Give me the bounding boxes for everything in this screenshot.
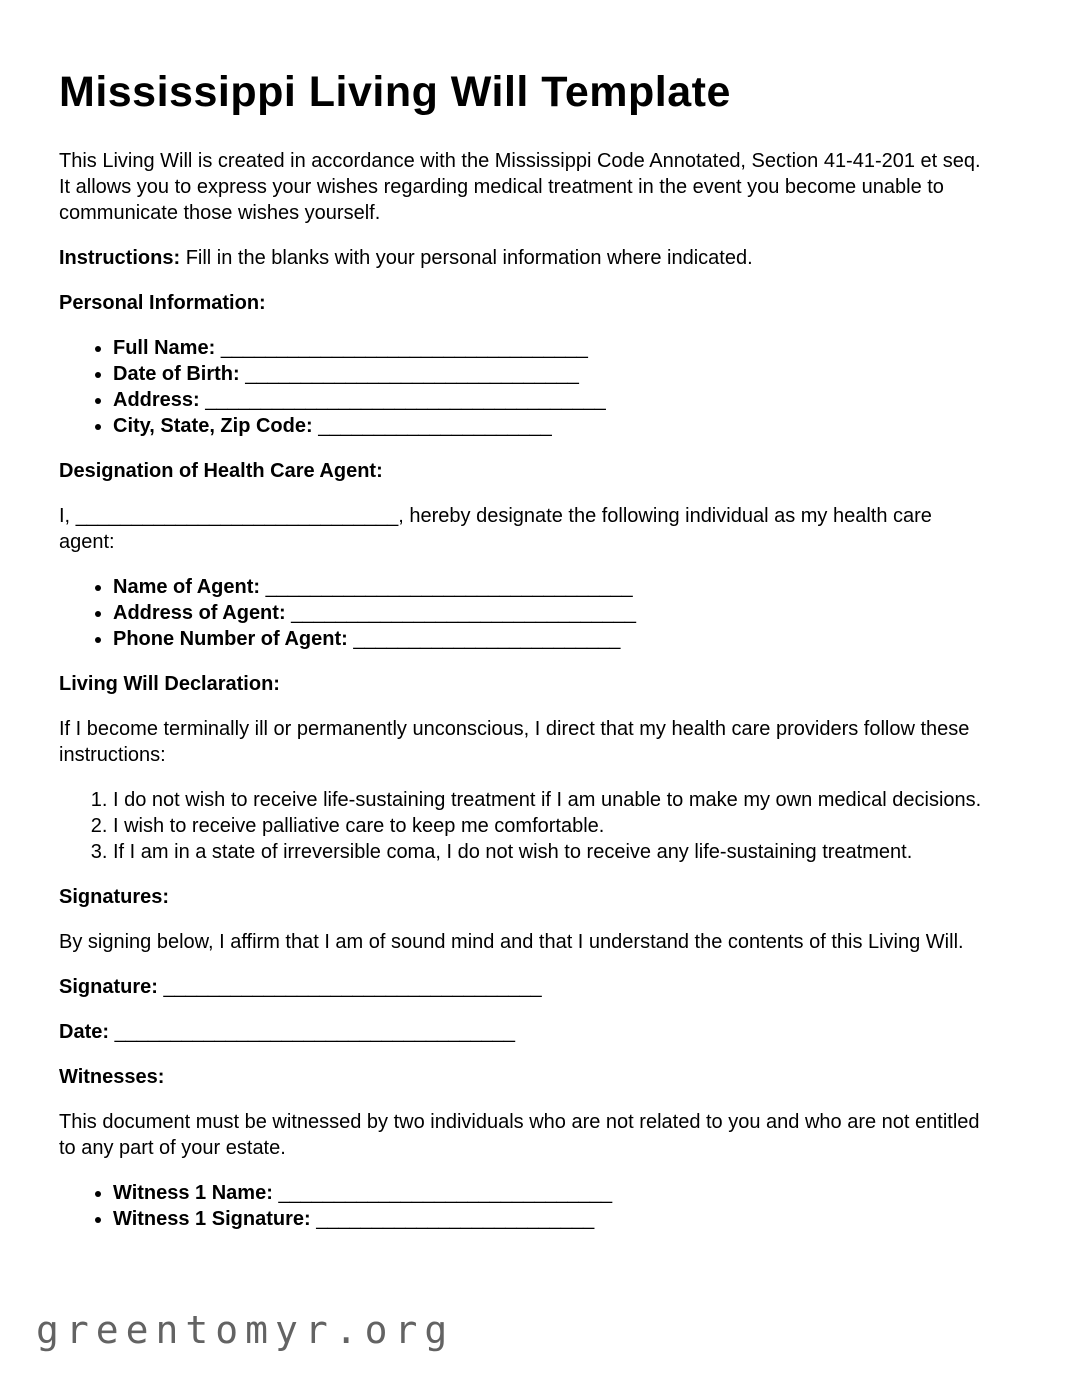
declaration-item-2: 2. I wish to receive palliative care to keep me comfortable. [113, 813, 991, 839]
instructions-label: Instructions: [59, 247, 181, 269]
field-witness1-signature [113, 1206, 991, 1232]
signature-line [59, 974, 991, 1000]
field-address-label: Address: [113, 389, 200, 411]
field-agent-address-label: Address of Agent: [113, 602, 286, 624]
signature-label: Signature: [59, 976, 158, 998]
field-date-of-birth [113, 361, 991, 387]
field-full-name-label: Full Name: [113, 337, 216, 359]
declaration-item-3: 3. If I am in a state of irreversible coma, I do not wish to receive any life-sustaining treatment. [113, 839, 991, 865]
field-witness1-name-label: Witness 1 Name: [113, 1182, 273, 1204]
field-date-of-birth-label: Date of Birth: [113, 363, 240, 385]
section-heading-signatures: Signatures: [59, 886, 170, 908]
section-heading-personal-information: Personal Information: [59, 292, 266, 314]
agent-sentence-end: , hereby designate the following individual as my health care agent: [59, 505, 932, 553]
living-will-document [59, 66, 991, 1232]
field-agent-name [113, 574, 991, 600]
field-agent-name-blank: _________________________________ [265, 576, 633, 598]
intro-paragraph: This Living Will is created in accordance with the Mississippi Code Annotated, Section 41-41-201 et seq. It allows you to express your wishes regarding medical treatment in the event you become unable to communicate those wishes yourself. [59, 150, 981, 224]
agent-designation-sentence [59, 503, 991, 555]
document-title: Mississippi Living Will Template [59, 68, 731, 116]
section-heading-declaration: Living Will Declaration: [59, 673, 280, 695]
witnesses-fields-list [59, 1180, 991, 1232]
field-agent-phone [113, 626, 991, 652]
agent-name-blank: _____________________________ [75, 505, 399, 527]
field-date-of-birth-blank: ______________________________ [245, 363, 579, 385]
agent-fields-list [59, 574, 991, 652]
field-agent-address-blank: _______________________________ [291, 602, 636, 624]
watermark: greentomyr.org [36, 1308, 455, 1352]
field-agent-address [113, 600, 991, 626]
field-witness1-signature-blank: _________________________ [316, 1208, 595, 1230]
field-address [113, 387, 991, 413]
date-line [59, 1019, 991, 1045]
declaration-intro: If I become terminally ill or permanently unconscious, I direct that my health care providers follow these instructions: [59, 718, 970, 766]
date-blank: ____________________________________ [114, 1021, 516, 1043]
declaration-item-1: 1. I do not wish to receive life-sustaining treatment if I am unable to make my own medical decisions. [113, 787, 991, 813]
field-city-state-zip-label: City, State, Zip Code: [113, 415, 313, 437]
field-witness1-name-blank: ______________________________ [278, 1182, 613, 1204]
field-address-blank: ____________________________________ [205, 389, 606, 411]
field-agent-name-label: Name of Agent: [113, 576, 261, 598]
field-witness1-signature-label: Witness 1 Signature: [113, 1208, 311, 1230]
field-agent-phone-label: Phone Number of Agent: [113, 628, 348, 650]
date-label: Date: [59, 1021, 110, 1043]
field-full-name [113, 335, 991, 361]
agent-sentence-start: I, [59, 505, 71, 527]
section-heading-witnesses: Witnesses: [59, 1066, 165, 1088]
personal-information-list [59, 335, 991, 439]
signature-blank: __________________________________ [163, 976, 542, 998]
section-heading-health-care-agent: Designation of Health Care Agent: [59, 460, 383, 482]
field-full-name-blank: _________________________________ [220, 337, 588, 359]
field-agent-phone-blank: ________________________ [353, 628, 621, 650]
witnesses-intro: This document must be witnessed by two individuals who are not related to you and who are not entitled to any part of your estate. [59, 1111, 980, 1159]
field-witness1-name [113, 1180, 991, 1206]
declaration-instructions-list [59, 787, 991, 865]
instructions-text: Fill in the blanks with your personal information where indicated. [185, 247, 753, 269]
instructions-paragraph [59, 245, 991, 271]
field-city-state-zip [113, 413, 991, 439]
field-city-state-zip-blank: _____________________ [318, 415, 552, 437]
signatures-intro: By signing below, I affirm that I am of sound mind and that I understand the contents of this Living Will. [59, 931, 964, 953]
